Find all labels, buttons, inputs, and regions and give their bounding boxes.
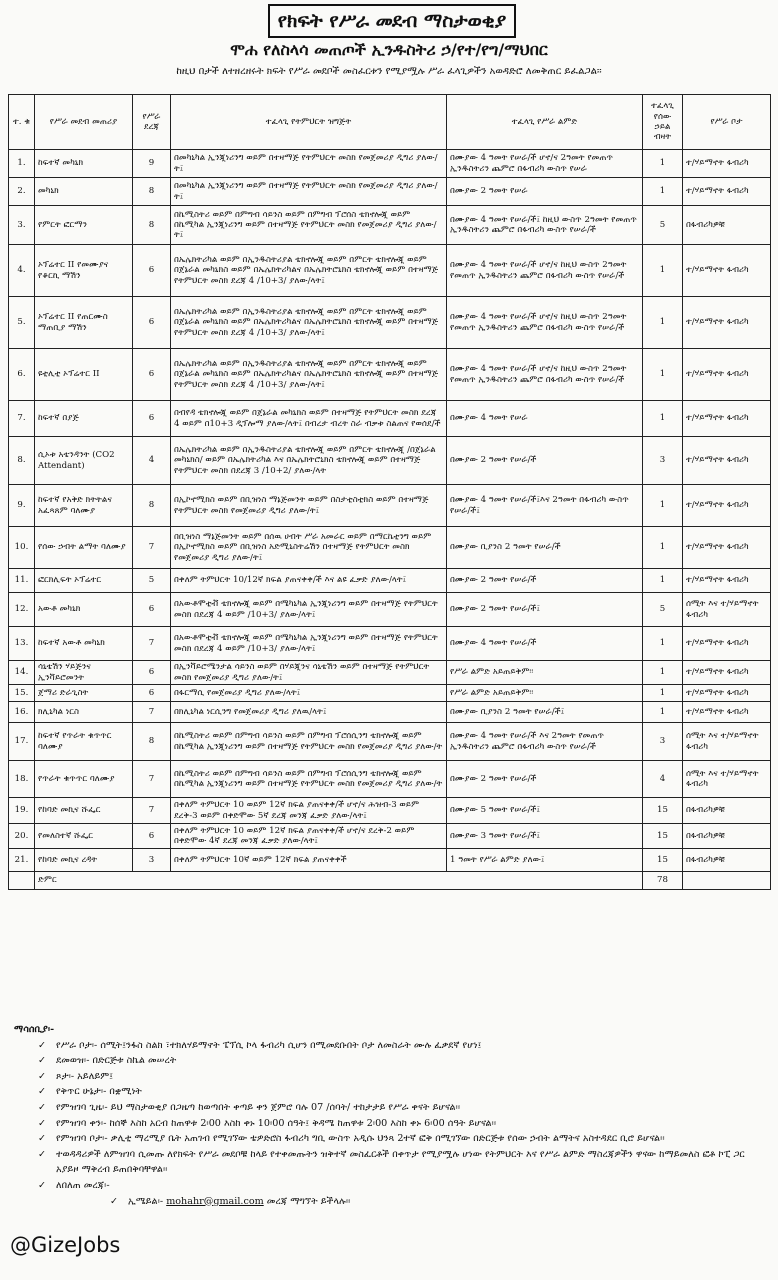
row-number: 13. [9, 627, 35, 661]
work-location: ተ/ሃይማኖት ፋብሪካ [683, 401, 771, 437]
experience-requirement: በሙያው 4 ዓመት የሠራ [447, 401, 643, 437]
row-number: 15. [9, 685, 35, 702]
experience-requirement: በሙያው 4 ዓመት የሠራ/ች ሆኖ/ና 2ዓመት የመጠጥ ኢንዱስትሪን ጨምሮ በፋብሪካ ውስጥ የሠራ [447, 150, 643, 178]
job-title: ከፍተኛ የጥራት ቁጥጥር ባለሙያ [35, 723, 133, 761]
table-row [9, 349, 771, 401]
education-requirement: በኤሌክትሪካል ወይም በኢንዱስትሪያል ቴክኖሎጂ ወይም በምርት ቴክኖሎጂ /በጀኔራል መካኒክስ/ ወይም በኤሌክትሪካል እና በኤሌክትሮኒክስ ቴክኖሎጂ ወይም በተዛማጅ የትምህርት መስክ በደረጃ 3 /10+2/ ያለው/ላት [171, 437, 447, 485]
work-location: ተ/ሃይማኖት ፋብሪካ [683, 485, 771, 527]
table-header-row [9, 95, 771, 150]
email-suffix: መረጃ ማግኘት ይችላሉ፡፡ [266, 1195, 351, 1207]
education-requirement: በብየዳ ቴክኖሎጂ ወይም በጀኔራል መካኒክስ ወይም በተዛማጅ የትምህርት መስክ ደረጃ 4 ወይም በ10+3 ዲፕሎማ ያለው/ላት፤ በብረታ ብረት ስራ ብቃቱ ስልጠና የወሰደ/ች [171, 401, 447, 437]
ad-title: የክፍት የሥራ መደብ ማስታወቂያ [268, 4, 516, 38]
job-grade: 7 [133, 798, 171, 824]
note-item [12, 1131, 768, 1147]
header-location: የሥራ ቦታ [683, 95, 771, 150]
table-row [9, 150, 771, 178]
work-location: በፋብሪካዎቹ [683, 206, 771, 245]
table-row [9, 761, 771, 798]
job-title: የመለስተኛ ሹፌር [35, 824, 133, 849]
job-title: የሰው ኃብት ልማት ባለሙያ [35, 527, 133, 569]
header-experience: ተፈላጊ የሥራ ልምድ [447, 95, 643, 150]
watermark: @GizeJobs [10, 1233, 121, 1257]
work-location: ሰሚት እና ተ/ሃይማኖት ፋብሪካ [683, 723, 771, 761]
row-number: 4. [9, 245, 35, 297]
job-title: ከፍተኛ አውቶ መካኒክ [35, 627, 133, 661]
job-grade: 6 [133, 401, 171, 437]
table-row [9, 527, 771, 569]
work-location: በፋብሪካዎቹ [683, 849, 771, 872]
row-number: 21. [9, 849, 35, 872]
required-quantity: 1 [643, 627, 683, 661]
note-text: የምዝገባ ቦታ፡- ቃሊቲ ማረሚያ ቤት አጠገብ የሚገኘው ቴዎድሮስ ፋብሪካ ግቢ ውስጥ አዲሱ ህንጻ 2ተኛ ፎቅ በሚገኘው በድርጅቱ የሰው ኃብት ልማትና አስተዳደር ቢሮ ይሆናል፡፡ [56, 1133, 665, 1145]
job-grade: 6 [133, 297, 171, 349]
table-row [9, 824, 771, 849]
note-item [12, 1069, 768, 1085]
table-row [9, 849, 771, 872]
note-text: ጾታ፡- አይለይም፤ [56, 1070, 114, 1082]
job-grade: 6 [133, 661, 171, 685]
table-row [9, 437, 771, 485]
checkmark-icon: ✓ [110, 1195, 119, 1207]
row-number: 5. [9, 297, 35, 349]
experience-requirement: በሙያው 4 ዓመት የሠራ/ች፤እና 2ዓመት በፋብሪካ ውስጥ የሠራ/ች፤ [447, 485, 643, 527]
work-location: ሰሚት እና ተ/ሃይማኖት ፋብሪካ [683, 593, 771, 627]
row-number: 17. [9, 723, 35, 761]
table-row [9, 569, 771, 593]
education-requirement: በኤሌክትሪካል ወይም በኢንዱስትሪያል ቴክኖሎጂ ወይም በምርት ቴክኖሎጂ ወይም በጀኔራል መካኒክስ ወይም በኤሌክትሪካልና በኤሌክትሮኒክስ ቴክኖሎጂ ወይም በተዛማጅ የትምህርት መስክ ደረጃ 4 /10+3/ ያለው/ላት፤ [171, 349, 447, 401]
education-requirement: በኤሌክትሪካል ወይም በኢንዱስትሪያል ቴክኖሎጂ ወይም በምርት ቴክኖሎጂ ወይም በጀኔራል መካኒክስ ወይም በኤሌክትሪካልና በኤሌክትሮኒክስ ቴክኖሎጂ ወይም በተዛማጅ የትምህርት መስክ ደረጃ 4 /10+3/ ያለው/ላት፤ [171, 245, 447, 297]
row-number: 12. [9, 593, 35, 627]
required-quantity: 1 [643, 401, 683, 437]
work-location: ተ/ሃይማኖት ፋብሪካ [683, 627, 771, 661]
education-requirement: በኬሚስትሪ ወይም በምግብ ሳይንስ ወይም በምግብ ፕሮሰስ ቴክኖሎጂ ወይም በኬሚካል ኢንጂነሪንግ ወይም በተዛማጅ የትምህርት መስክ የመጀመሪያ ዲግሪ ያለው/ት፤ [171, 206, 447, 245]
job-title: ሳኒቴሽን ሃይጅንና ኢንቫይሮመንት [35, 661, 133, 685]
table-row [9, 702, 771, 723]
job-title: ኦፕሬተር II የመሙያና የቆርኪ ማሽን [35, 245, 133, 297]
work-location: ተ/ሃይማኖት ፋብሪካ [683, 349, 771, 401]
work-location: ተ/ሃይማኖት ፋብሪካ [683, 569, 771, 593]
required-quantity: 1 [643, 178, 683, 206]
experience-requirement: በሙያው 4 ዓመት የሠራ/ች ሆኖ/ና ከዚህ ውስጥ 2ዓመት የመጠጥ ኢንዱስትሪን ጨምሮ በፋብሪካ ውስጥ የሠራ/ች [447, 297, 643, 349]
experience-requirement: በሙያው 2 ዓመት የሠራ [447, 178, 643, 206]
experience-requirement: በሙያው 4 ዓመት የሠራ/ች ሆኖ/ና ከዚህ ውስጥ 2ዓመት የመጠጥ ኢንዱስትሪን ጨምሮ በፋብሪካ ውስጥ የሠራ/ች [447, 245, 643, 297]
row-number: 3. [9, 206, 35, 245]
education-requirement: በቀለም ትምህርት 10 ወይም 12ኛ ክፍል ያጠናቀቀ/ች ሆኖ/ና ሕዝብ-3 ወይም ደረቅ-3 ወይም በቀድሞው 5ኛ ደረጃ መንጃ ፈቃድ ያለው/ላት፤ [171, 798, 447, 824]
required-quantity: 5 [643, 206, 683, 245]
experience-requirement: በሙያው 5 ዓመት የሠራ/ች፤ [447, 798, 643, 824]
checkmark-icon: ✓ [38, 1179, 47, 1191]
job-title: መካኒክ [35, 178, 133, 206]
job-grade: 5 [133, 569, 171, 593]
email-link[interactable]: mohahr@gmail.com [166, 1195, 264, 1207]
experience-requirement: በሙያው 4 ዓመት የሠራ/ች እና 2ዓመት የመጠጥ ኢንዱስትሪን ጨምሮ በፋብሪካ ውስጥ የሠራ/ች [447, 723, 643, 761]
education-requirement: በአውቶሞቲቭ ቴክኖሎጂ ወይም በሜካኒካል ኢንጂነሪንግ ወይም በተዛማጅ የትምህርት መስክ በደረጃ 4 ወይም /10+3/ ያለው/ላት፤ [171, 627, 447, 661]
education-requirement: በኢኮኖሚክስ ወይም በቢዝነስ ማኔጅመንት ወይም በስታቲስቲክስ ወይም በተዛማጅ የትምህርት መስክ የመጀመሪያ ዲግሪ ያለው/ት፤ [171, 485, 447, 527]
checkmark-icon: ✓ [38, 1133, 47, 1145]
table-row [9, 593, 771, 627]
work-location: ተ/ሃይማኖት ፋብሪካ [683, 150, 771, 178]
note-item [12, 1100, 768, 1116]
work-location: በፋብሪካዎቹ [683, 798, 771, 824]
checkmark-icon: ✓ [38, 1101, 47, 1113]
job-grade: 4 [133, 437, 171, 485]
required-quantity: 1 [643, 349, 683, 401]
work-location: ተ/ሃይማኖት ፋብሪካ [683, 178, 771, 206]
table-row [9, 245, 771, 297]
required-quantity: 4 [643, 761, 683, 798]
required-quantity: 1 [643, 485, 683, 527]
experience-requirement: በሙያው 4 ዓመት የሠራ/ች [447, 627, 643, 661]
experience-requirement: በሙያው ቢያንስ 2 ዓመት የሠራ/ች [447, 527, 643, 569]
table-body [9, 150, 771, 890]
email-prefix: ኢሜይል፡- [128, 1195, 164, 1207]
row-number: 2. [9, 178, 35, 206]
job-grade: 3 [133, 849, 171, 872]
education-requirement: በቀለም ትምህርት 10 ወይም 12ኛ ክፍል ያጠናቀቀ/ች ሆኖ/ና ደረቅ-2 ወይም በቀድሞው 4ኛ ደረጃ መንጃ ፈቃድ ያለው/ላት፤ [171, 824, 447, 849]
required-quantity: 3 [643, 723, 683, 761]
note-item [12, 1038, 768, 1054]
total-spacer-right [683, 872, 771, 890]
header-grade: የሥራ ደረጃ [133, 95, 171, 150]
required-quantity: 1 [643, 150, 683, 178]
job-title: ከፍተኛ መካኒክ [35, 150, 133, 178]
education-requirement: በቀለም ትምህርት 10/12ኛ ክፍል ያጠናቀቀ/ች እና ልዩ ፈቃድ ያለው/ላት፤ [171, 569, 447, 593]
table-row [9, 206, 771, 245]
note-item [12, 1116, 768, 1132]
job-grade: 8 [133, 485, 171, 527]
note-text: ደመወዝ፡- በድርጅቱ ስኬል መሠረት [56, 1055, 177, 1067]
required-quantity: 5 [643, 593, 683, 627]
experience-requirement: በሙያው ቢያንስ 2 ዓመት የሠራ/ች፤ [447, 702, 643, 723]
experience-requirement: የሥራ ልምድ አይጠይቅም፡፡ [447, 661, 643, 685]
note-text: የሥራ ቦታ፡- ሰሚት፤ንፋስ ስልክ ፣ተክለሃይማኖት ፔፕሲ ኮላ ፋብሪካ ሲሆን በሚመደቡበት ቦታ ለመስራት ሙሉ ፈቃደኛ የሆነ፤ [56, 1039, 482, 1051]
note-text: የምዝገባ ቀን፡- ከሰኞ እስከ አርብ ከጠዋቱ 2፡00 እስከ ቀኑ 10፡00 ሰዓት፤ ቅዳሜ ከጠዋቱ 2፡00 እስከ ቀኑ 6፡00 ሰዓት ይሆናል፡፡ [56, 1117, 497, 1129]
work-location: ተ/ሃይማኖት ፋብሪካ [683, 685, 771, 702]
table-row [9, 485, 771, 527]
table-row [9, 401, 771, 437]
job-title: ከፍተኛ የአቅድ ክትትልና አፈጻጸም ባለሙያ [35, 485, 133, 527]
experience-requirement: በሙያው 4 ዓመት የሠራ/ች፤ ከዚህ ውስጥ 2ዓመት የመጠጥ ኢንዱስትሪን ጨምሮ በፋብሪካ ውስጥ የሠራ/ች [447, 206, 643, 245]
intro-text: ከዚህ በታች ለተዘረዘሩት ክፍት የሥራ መደቦች መስፈርቱን የሚያሟሉ ሥራ ፈላጊዎችን አወዳድሮ ለመቅጠር ይፈልጋል፡፡ [176, 66, 602, 77]
notes-section [12, 1022, 768, 1209]
required-quantity: 1 [643, 685, 683, 702]
experience-requirement: በሙያው 4 ዓመት የሠራ/ች ሆኖ/ና ከዚህ ውስጥ 2ዓመት የመጠጥ ኢንዱስትሪን ጨምሮ በፋብሪካ ውስጥ የሠራ/ች [447, 349, 643, 401]
work-location: ሰሚት እና ተ/ሃይማኖት ፋብሪካ [683, 761, 771, 798]
required-quantity: 1 [643, 527, 683, 569]
header-quantity: ተፈላጊ የሰው ኃይል ብዛት [643, 95, 683, 150]
work-location: በፋብሪካዎቹ [683, 824, 771, 849]
education-requirement: በአውቶሞቲቭ ቴክኖሎጂ ወይም በሜካኒካል ኢንጂነሪንግ ወይም በተዛማጅ የትምህርት መስክ በደረጃ 4 ወይም /10+3/ ያለው/ላት፤ [171, 593, 447, 627]
job-title: አውቶ መካኒክ [35, 593, 133, 627]
job-grade: 6 [133, 349, 171, 401]
work-location: ተ/ሃይማኖት ፋብሪካ [683, 702, 771, 723]
job-title: ኦፕሬተር II የጠርሙስ ማጠቢያ ማሽን [35, 297, 133, 349]
job-grade: 8 [133, 178, 171, 206]
row-number: 19. [9, 798, 35, 824]
education-requirement: በቀለም ትምህርት 10ኛ ወይም 12ኛ ክፍል ያጠናቀቀች [171, 849, 447, 872]
job-grade: 7 [133, 627, 171, 661]
note-item [12, 1084, 768, 1100]
experience-requirement: በሙያው 3 ዓመት የሠራ/ች፤ [447, 824, 643, 849]
work-location: ተ/ሃይማኖት ፋብሪካ [683, 437, 771, 485]
row-number: 20. [9, 824, 35, 849]
job-title: ጀማሪ ድራጊስት [35, 685, 133, 702]
table-row [9, 661, 771, 685]
row-number: 7. [9, 401, 35, 437]
checkmark-icon: ✓ [38, 1148, 47, 1160]
checkmark-icon: ✓ [38, 1039, 47, 1051]
checkmark-icon: ✓ [38, 1086, 47, 1098]
total-label: ድምር [35, 872, 643, 890]
checkmark-icon: ✓ [38, 1055, 47, 1067]
required-quantity: 3 [643, 437, 683, 485]
job-title: ፎርክሊፍት ኦፕሬተር [35, 569, 133, 593]
checkmark-icon: ✓ [38, 1070, 47, 1082]
row-number: 18. [9, 761, 35, 798]
job-grade: 8 [133, 206, 171, 245]
required-quantity: 15 [643, 849, 683, 872]
work-location: ተ/ሃይማኖት ፋብሪካ [683, 245, 771, 297]
education-requirement: በኬሚስትሪ ወይም በምግብ ሳይንስ ወይም በምግብ ፕሮሰሲንግ ቴክኖሎጂ ወይም በኬሚካል ኢንጂነሪንግ ወይም በተዛማጅ የትምህርት መስክ የመጀመሪያ ዲግሪ ያለው/ት [171, 723, 447, 761]
table-row [9, 798, 771, 824]
total-row [9, 872, 771, 890]
row-number: 14. [9, 661, 35, 685]
row-number: 6. [9, 349, 35, 401]
table-row [9, 627, 771, 661]
education-requirement: በኢንቫይሮሜንታል ሳይንስ ወይም በሃይጂንና ሳኒቴሽን ወይም በተዛማጅ የትምህርት መስክ የመጀመሪያ ዲግሪ ያለው/ት፤ [171, 661, 447, 685]
note-text: ተወዳዳሪዎች ለምዝገባ ሲመጡ ለየክፍት የሥራ መደቦቹ ከላይ የተቀመጡትን ዝቅተኛ መስፈርቶች በቀጥታ የሚያሟሉ ሆነው የትምህርት እና የሥራ ልምድ ማስረጃዎችን ዋናው ከማይመለስ ፎቶ ኮፒ ጋር አያይዞ ማቅረብ ይጠበቅባቸዋል፡፡ [56, 1148, 745, 1176]
education-requirement: በመካኒካል ኢንጂነሪንግ ወይም በተዛማጅ የትምህርት መስክ የመጀመሪያ ዲግሪ ያለው/ት፤ [171, 150, 447, 178]
job-grade: 7 [133, 527, 171, 569]
notes-title: ማሳሰቢያ፡- [14, 1024, 55, 1035]
job-grade: 6 [133, 245, 171, 297]
work-location: ተ/ሃይማኖት ፋብሪካ [683, 297, 771, 349]
education-requirement: በኬሚስትሪ ወይም በምግብ ሳይንስ ወይም በምግብ ፕሮሰሲንግ ቴክኖሎጂ ወይም በኬሚካል ኢንጂነሪንግ ወይም በተዛማጅ የትምህርት መስክ የመጀመሪያ ዲግሪ ያለው/ት [171, 761, 447, 798]
checkmark-icon: ✓ [38, 1117, 47, 1129]
job-grade: 9 [133, 150, 171, 178]
job-grade: 8 [133, 723, 171, 761]
experience-requirement: በሙያው 2 ዓመት የሠራ/ች [447, 569, 643, 593]
table-row [9, 178, 771, 206]
header-no: ተ. ቁ [9, 95, 35, 150]
job-title: ዩቲሊቲ ኦፕሬተር II [35, 349, 133, 401]
table-row [9, 723, 771, 761]
row-number: 11. [9, 569, 35, 593]
job-title: የከባድ መኪና ረዳት [35, 849, 133, 872]
note-item [12, 1178, 768, 1194]
job-title: ከፍተኛ በያጅ [35, 401, 133, 437]
note-text: ለበለጠ መረጃ፡- [56, 1179, 110, 1191]
education-requirement: በኤሌክትሪካል ወይም በኢንዱስትሪያል ቴክኖሎጂ ወይም በምርት ቴክኖሎጂ ወይም በጀኔራል መካኒክስ ወይም በኤሌክትሪካልና በኤሌክትሮኒክስ ቴክኖሎጂ ወይም በተዛማጅ የትምህርት መስክ ደረጃ 4 /10+3/ ያለው/ላት፤ [171, 297, 447, 349]
row-number: 9. [9, 485, 35, 527]
header-education: ተፈላጊ የትምህርት ዝግጅት [171, 95, 447, 150]
required-quantity: 1 [643, 702, 683, 723]
job-title: የጥራት ቁጥጥር ባለሙያ [35, 761, 133, 798]
work-location: ተ/ሃይማኖት ፋብሪካ [683, 661, 771, 685]
total-spacer [9, 872, 35, 890]
required-quantity: 1 [643, 245, 683, 297]
note-item [12, 1053, 768, 1069]
note-text: የቅጥር ሁኔታ፡- በቋሚነት [56, 1086, 142, 1098]
job-title: የምርት ፎርማን [35, 206, 133, 245]
row-number: 16. [9, 702, 35, 723]
table-row [9, 297, 771, 349]
job-title: ክሊኒካል ነርስ [35, 702, 133, 723]
row-number: 10. [9, 527, 35, 569]
job-grade: 6 [133, 685, 171, 702]
required-quantity: 15 [643, 824, 683, 849]
notes-list [12, 1038, 768, 1194]
education-requirement: በክሊኒካል ነርሲንግ የመጀመሪያ ዲግሪ ያለዉ/ላት፤ [171, 702, 447, 723]
experience-requirement: በሙያው 2 ዓመት የሠራ/ች፤ [447, 593, 643, 627]
experience-requirement: 1 ዓመት የሥራ ልምድ ያለው፤ [447, 849, 643, 872]
header-title: የሥራ መደብ መጠሪያ [35, 95, 133, 150]
education-requirement: በመካኒካል ኢንጂነሪንግ ወይም በተዛማጅ የትምህርት መስክ የመጀመሪያ ዲግሪ ያለው/ት፤ [171, 178, 447, 206]
experience-requirement: በሙያው 2 ዓመት የሠራ/ች [447, 437, 643, 485]
job-grade: 6 [133, 593, 171, 627]
total-value: 78 [643, 872, 683, 890]
required-quantity: 1 [643, 297, 683, 349]
row-number: 1. [9, 150, 35, 178]
experience-requirement: በሙያው 2 ዓመት የሠራ/ች [447, 761, 643, 798]
job-title: ሲኦቱ አቴንዳንት (CO2 Attendant) [35, 437, 133, 485]
email-line [12, 1194, 768, 1210]
experience-requirement: የሥራ ልምድ አይጠይቅም፡፡ [447, 685, 643, 702]
education-requirement: በቢዝነስ ማኔጅመንት ወይም በሰዉ ሀብት ሥራ አመራር ወይም በማርኬቲንግ ወይም በኢኮኖሚክስ ወይም በቢዝነስ አድሚኒስትሬሽን በተዛማጅ የትምህርት መስክ የመጀመሪያ ዲግሪ ያለው/ት፤ [171, 527, 447, 569]
work-location: ተ/ሃይማኖት ፋብሪካ [683, 527, 771, 569]
job-grade: 6 [133, 824, 171, 849]
job-grade: 7 [133, 761, 171, 798]
education-requirement: በፋርማሲ የመጀመሪያ ዲግሪ ያለው/ላት፤ [171, 685, 447, 702]
job-title: የከባድ መኪና ሹፌር [35, 798, 133, 824]
required-quantity: 15 [643, 798, 683, 824]
row-number: 8. [9, 437, 35, 485]
organization-name: ሞሐ የለስላሳ መጠጦች ኢንዱስትሪ ኃ/የተ/የግ/ማህበር [230, 40, 548, 59]
note-text: የምዝገባ ጊዜ፡- ይህ ማስታወቂያ በጋዜጣ ከወጣበት ቀጣይ ቀን ጀምሮ ባሉ 07 /ሰባት/ ተከታታይ የሥራ ቀናት ይሆናል፡፡ [56, 1101, 461, 1113]
vacancy-table [8, 94, 771, 890]
table-row [9, 685, 771, 702]
required-quantity: 1 [643, 569, 683, 593]
note-item [12, 1147, 768, 1178]
job-grade: 7 [133, 702, 171, 723]
required-quantity: 1 [643, 661, 683, 685]
